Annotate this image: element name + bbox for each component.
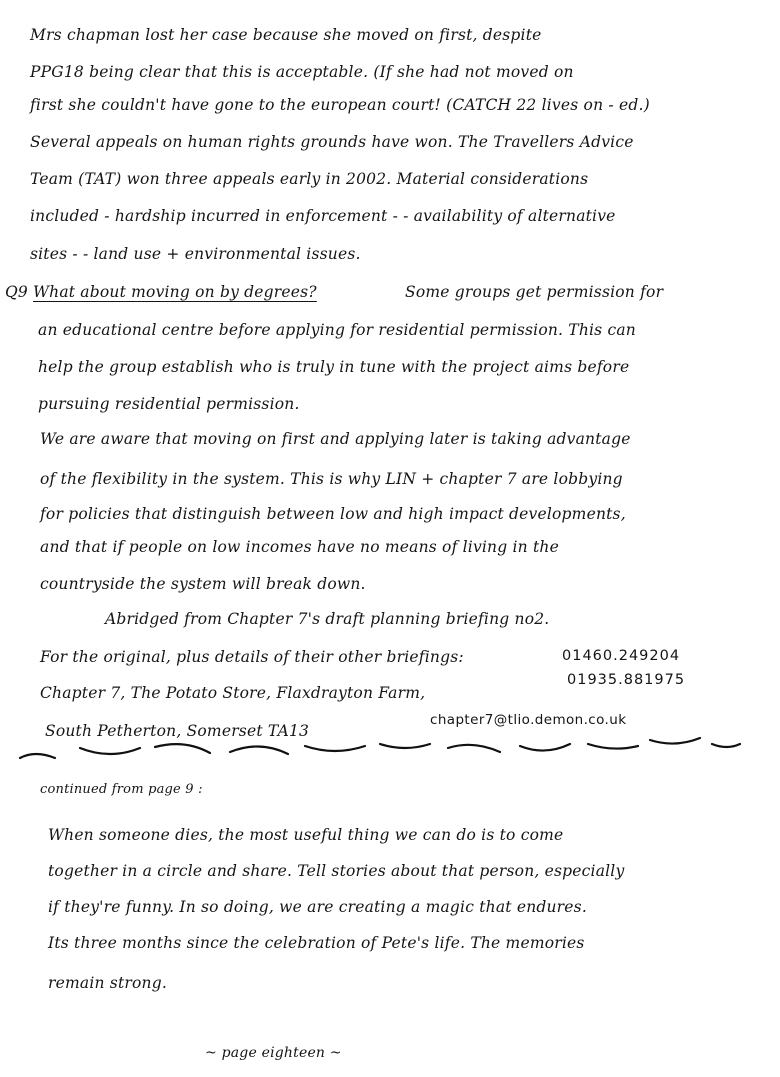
text-line: Some groups get permission for [405,283,664,301]
text-line: and that if people on low incomes have no means of living in the [40,538,559,556]
continued-label: continued from page 9 : [40,782,203,797]
text-line: pursuing residential permission. [38,395,300,413]
source-original: For the original, plus details of their other briefings: [40,648,464,666]
source-phone: 01460.249204 [562,648,681,664]
page-number: ~ page eighteen ~ [205,1045,342,1061]
question-number: Q9 [5,283,28,301]
source-abridged: Abridged from Chapter 7's draft planning briefing no2. [105,610,550,628]
text-line: We are aware that moving on first and applying later is taking advantage [40,430,631,448]
source-address: South Petherton, Somerset TA13 [45,722,310,740]
text-line: first she couldn't have gone to the european court! (CATCH 22 lives on - ed.) [30,96,650,114]
source-phone: 01935.881975 [567,672,686,688]
text-line: sites - - land use + environmental issues. [30,245,361,263]
text-line: Team (TAT) won three appeals early in 2002. Material considerations [30,170,589,188]
text-line: Several appeals on human rights grounds have won. The Travellers Advice [30,133,634,151]
text-line: remain strong. [48,974,167,992]
text-line: help the group establish who is truly in tune with the project aims before [38,358,630,376]
source-address: Chapter 7, The Potato Store, Flaxdrayton Farm, [40,684,426,702]
text-line: PPG18 being clear that this is acceptable. (If she had not moved on [30,63,574,81]
text-line: included - hardship incurred in enforcement - - availability of alternative [30,207,616,225]
text-line: of the flexibility in the system. This is why LIN + chapter 7 are lobbying [40,470,623,488]
text-line: together in a circle and share. Tell stories about that person, especially [48,862,625,880]
text-line: countryside the system will break down. [40,575,366,593]
text-line: for policies that distinguish between low and high impact developments, [40,505,626,523]
text-line: an educational centre before applying for residential permission. This can [38,321,636,339]
question-heading: What about moving on by degrees? [33,283,317,301]
text-line: if they're funny. In so doing, we are creating a magic that endures. [48,898,587,916]
text-line: Mrs chapman lost her case because she moved on first, despite [30,26,542,44]
source-email: chapter7@tlio.demon.co.uk [430,712,627,728]
text-line: When someone dies, the most useful thing we can do is to come [48,826,564,844]
text-line: Its three months since the celebration of Pete's life. The memories [48,934,585,952]
